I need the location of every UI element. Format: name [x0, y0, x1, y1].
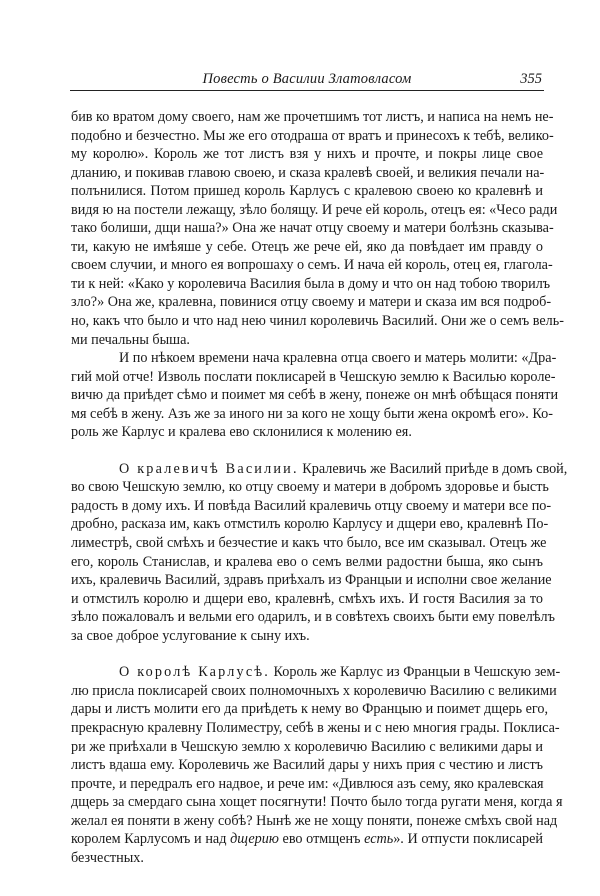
paragraph-2: [71, 349, 559, 442]
text-line: И по нѣкоем времени нача кралевна отца своего и матерь молити: «Дра-: [119, 350, 557, 367]
text-line: но, какъ что было и что над нею чинил королевичь Василий. Они же о семъ вель-: [71, 313, 564, 330]
text-line: подобно и безчестно. Мы же его отодраша от вратъ и принесохъ к тебѣ, велико-: [71, 127, 554, 144]
text-line: прекрасную кралевну Полиместру, себѣ в жены и с нею многия грады. Поклиса-: [71, 719, 560, 736]
text-line: ми печальны быша.: [71, 331, 190, 348]
text-line: дщерь за смердаго сына хощет посягнути! Почто было тогда ругати меня, когда я: [71, 794, 563, 811]
text-line: мя себѣ в жену. Азъ же за иного ни за кого не хощу быти жена окромѣ его». Ко-: [71, 405, 553, 422]
running-header: [70, 70, 544, 91]
text-line: дары и листъ молити его да приѣдеть к нему во Францыю и поимет дщерь его,: [71, 701, 549, 718]
text-line: ихъ, кралевичь Василий, здравъ приѣхалъ из Францыи и исполни свое желание: [71, 572, 552, 589]
text-line: радость в дому ихъ. И повѣда Василий кралевичь отцу своему и матери все по-: [71, 497, 552, 514]
text-line: О кралевичѣ Василии. Кралевичь же Василий приѣде в домъ свой,: [119, 460, 568, 477]
text-line: своем случии, и много ея вопрошаху о семъ. И нача ей король, отец ея, глагола-: [71, 257, 553, 274]
section-heading: О королѣ Карлусѣ.: [119, 664, 270, 681]
section-gap: [71, 645, 543, 663]
text-line: ти к ней: «Како у королевича Василия была в дому и что он над тобою творилъ: [71, 275, 551, 292]
text-line: лиместрѣ, свой смѣхъ и безчестие и какъ что было, все им сказывал. Отецъ же: [71, 535, 547, 552]
text-line: О королѣ Карлусѣ. Король же Карлус из Францыи в Чешскую зем-: [119, 664, 561, 681]
text-line: дланию, и покивав главою своею, и сказа кралевѣ своей, и великия печали на-: [71, 164, 545, 181]
italic-word: есть: [364, 831, 394, 848]
text-line: зѣло пожаловалъ и вельми его одарилъ, и в совѣтехъ своихъ быти ему повелѣлъ: [71, 609, 555, 626]
text-line: дробно, расказа им, какъ отмстилъ королю Карлусу и дщери ево, кралевнѣ По-: [71, 516, 549, 533]
text-line: безчестных.: [71, 849, 144, 866]
text-line: королем Карлусомъ и над дщерию ево отмщенъ есть». И отпусти поклисарей: [71, 831, 543, 848]
text-line: листъ вдаша ему. Королевичь же Василий дары у нихъ прия с честию и листъ: [71, 757, 543, 774]
page-number: 355: [520, 71, 542, 87]
text-line: зло?» Она же, кралевна, повинися отцу своему и матери и сказа им вся подроб-: [71, 294, 552, 311]
text-line: его, король Станислав, и кралева ево о семъ велми радостни быша, яко сынъ: [71, 553, 543, 570]
text-line: гий мой отче! Изволь послати поклисарей в Чешскую землю к Василью короле-: [71, 368, 556, 385]
text-line: видя ю на постели лежащу, зѣло болящу. И рече ей король, отецъ ея: «Чесо ради: [71, 201, 558, 218]
italic-word: дщерию: [230, 831, 279, 848]
text-line: бив ко вратом дому своего, нам же прочетшимъ тот листъ, и написа на немъ не-: [71, 109, 554, 125]
text-line: за свое доброе услугование к сыну ихъ.: [71, 627, 310, 644]
text-line: и отмстилъ королю и дщери ево, кралевнѣ, смѣхъ ихъ. И гостя Василия за то: [71, 590, 543, 607]
paragraph-1: [71, 108, 564, 349]
text-line: во свою Чешскую землю, ко отцу своему и матери в добромъ здоровье и бысть: [71, 479, 549, 496]
page-body: [71, 108, 568, 867]
text-line: полънилися. Потом пришед король Карлусъ с кралевою своею ко кралевнѣ и: [71, 183, 543, 200]
running-title: Повесть о Василии Златовласом: [202, 71, 412, 87]
text-line: желал ея поняти в жену собѣ? Нынѣ же не хощу поняти, понеже смѣхъ свой над: [71, 812, 558, 829]
section-gap: [71, 442, 543, 460]
text-line: тако болиши, дщи наша?» Она же начат отцу своему и матери болѣзнь сказыва-: [71, 220, 554, 237]
section-o-korole-karluse: [71, 663, 563, 867]
text-line: ри же приѣхали в Чешскую землю х королевичю Василию с великими дары и: [71, 738, 543, 755]
text-line: роль же Карлус и кралева ево склонилися к молению ея.: [71, 424, 412, 441]
text-line: му королю». Король же тот листъ взя у нихъ и прочте, и покры лице свое: [71, 146, 543, 163]
section-o-kralevichi-vasilii: [71, 460, 568, 645]
text-line: прочте, и передралъ его надвое, и рече им: «Дивлюся азъ сему, яко кралевская: [71, 775, 544, 792]
section-heading: О кралевичѣ Василии.: [119, 460, 299, 477]
text-line: ти, какую не имѣяше у себе. Отецъ же рече ей, яко да повѣдает им правду о: [71, 238, 543, 255]
text-line: лю присла поклисарей своих полномочныхъ х королевичю Василию с великими: [71, 682, 557, 699]
text-line: вичю да приѣдет сѣмо и поимет мя себѣ в жену, понеже он мнѣ обѣщася поняти: [71, 387, 559, 404]
